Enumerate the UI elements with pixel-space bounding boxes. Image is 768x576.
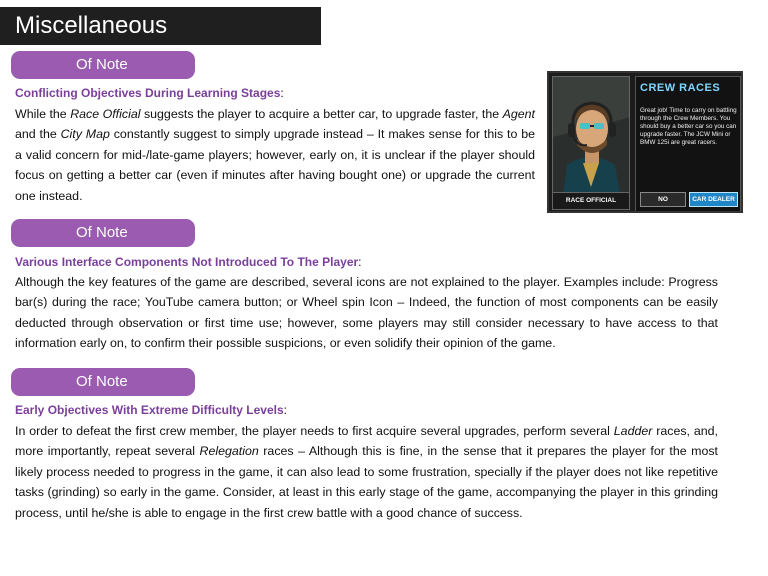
- para-emphasis: Relegation: [199, 444, 259, 459]
- of-note-badge: Of Note: [11, 219, 195, 247]
- para-text: races, and, more importantly, repeat several: [15, 424, 718, 459]
- heading-text: Conflicting Objectives During Learning Stages: [15, 86, 281, 100]
- para-text: suggests the player to acquire a better car, to upgrade faster, the: [140, 107, 503, 121]
- section-heading: [15, 403, 287, 417]
- car-dealer-button: CAR DEALER: [689, 192, 738, 207]
- para-emphasis: City Map: [60, 127, 110, 142]
- section-heading: [15, 255, 362, 269]
- crew-races-dialog: [635, 76, 741, 212]
- portrait-label: RACE OFFICIAL: [553, 192, 629, 209]
- section-paragraph: Although the key features of the game are described, several icons are not explained to the player. Examples include: Progress bar(s) during the race; YouTube camera button; or Wheel spin Icon – Indeed, the function of most components can be easily deducted through observation or first time use; however, some players may still consider necessary to have access to that information early on, to confirm their possible suspicions, or even solidify their opinion of the game.: [15, 275, 718, 351]
- slide-title: Miscellaneous: [0, 7, 321, 45]
- heading-colon: :: [283, 403, 288, 417]
- game-screenshot: [547, 71, 743, 213]
- section-paragraph: [15, 421, 718, 523]
- para-emphasis: Ladder: [613, 424, 653, 438]
- para-text: and the: [15, 127, 61, 142]
- section-heading: [15, 86, 284, 100]
- heading-colon: :: [280, 86, 284, 100]
- section-paragraph: [15, 104, 535, 206]
- no-button: NO: [640, 192, 686, 207]
- para-text: races – Although this is fine, in the sense that it prepares the player for the most likely process needed to progress in the game, it can also lead to some frustration, specially if the player does not like repetitive tasks (grinding) so early in the game. Consider, at least in this early stage of the game, accompanying the player in this grinding process, until he/she is able to engage in the first crew battle with a good chance of success.: [15, 444, 718, 520]
- para-emphasis: Race Official: [70, 107, 141, 121]
- para-text: constantly suggest to simply upgrade instead – It makes sense for this to be a valid concern for mid-/late-game players; however, early on, it is unclear if the player should focus on getting a better car (even if minutes after having bought one) or upgrade the current one instead.: [15, 127, 535, 203]
- para-text: In order to defeat the first crew member, the player needs to first acquire several upgrades, perform several: [15, 424, 614, 438]
- race-official-figure: [553, 77, 630, 210]
- para-emphasis: Agent: [502, 107, 535, 121]
- dialog-title: CREW RACES: [640, 82, 721, 94]
- para-text: While the: [15, 107, 71, 121]
- dialog-text: Great job! Time to carry on battling through the Crew Members. You should buy a better car so you can upgrade faster. The JCW Mini or BMW 125i are great racers.: [640, 107, 737, 146]
- race-official-portrait: [552, 76, 630, 210]
- heading-colon: :: [358, 255, 362, 269]
- heading-text: Early Objectives With Extreme Difficulty Levels: [15, 403, 284, 417]
- of-note-badge: Of Note: [11, 368, 195, 396]
- of-note-badge: Of Note: [11, 51, 195, 79]
- heading-text: Various Interface Components Not Introduced To The Player: [15, 255, 359, 269]
